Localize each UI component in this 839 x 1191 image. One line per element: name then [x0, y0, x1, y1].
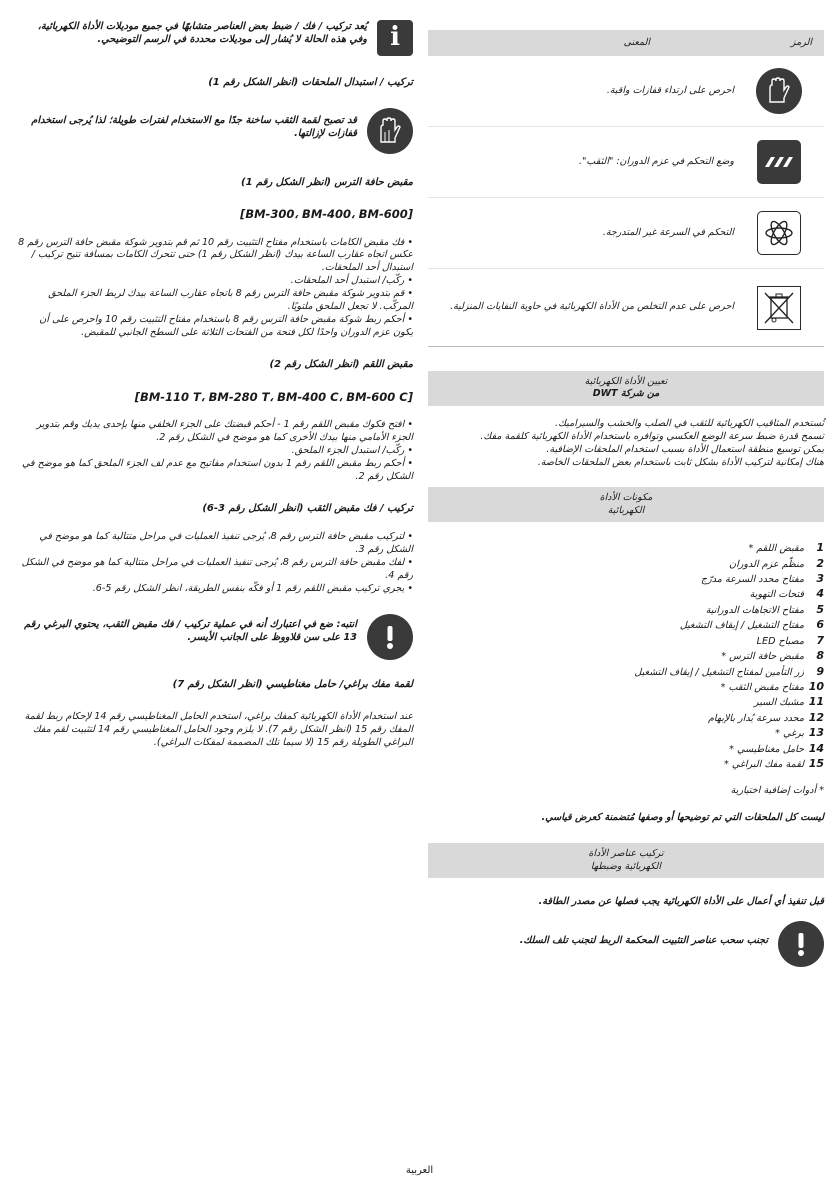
list-item: 14حامل مغناطيسي *	[729, 741, 824, 755]
list-item: 5مفتاح الاتجاهات الدورانية	[705, 602, 824, 616]
heading-screwdriver-bit: لقمة مفك براغي/ حامل مغناطيسي (انظر الشكل رقم 7)	[172, 678, 413, 690]
optional-note: * أدوات إضافية اختيارية	[730, 785, 824, 797]
cable-note: تجنب سحب عناصر التثبيت المحكمة الربط لتجنب تلف السلك.	[428, 921, 824, 967]
section-box-components: مكونات الأداة الكهربائية	[428, 487, 824, 522]
gloves-icon	[367, 108, 413, 154]
list-item: 1مقبض اللقم *	[748, 541, 824, 555]
list-item: 11مشبك السير	[753, 695, 824, 709]
list-item: • افتح فكوك مقبض اللقم رقم 1 - أحكم قبضتك على الجزء الخلفي منها بإحدى يديك وقم بتدوير الجزء الأمامي منها بيدك الأخرى كما هو موضح في الشكل رقم 2.	[36, 419, 413, 443]
heading-accessories: تركيب / استبدال الملحقات (انظر الشكل رقم 1)	[208, 77, 413, 88]
table-row	[428, 127, 824, 198]
exclamation-icon	[367, 614, 413, 660]
heading-mount-chuck: تركيب / فك مقبض الثقب (انظر الشكل رقم 3-6)	[202, 502, 413, 514]
heading-keyless-chuck: مقبض اللقم (انظر الشكل رقم 2)	[269, 359, 413, 371]
list-item: 8مقبض حافة الترس *	[721, 649, 824, 663]
symbol-meaning: احرص على عدم التخلص من الأداة الكهربائية في حاوية النفايات المنزلية.	[450, 301, 734, 313]
header-symbol: الرمز	[790, 36, 812, 48]
heading-gear-chuck: مقبض حافة الترس (انظر الشكل رقم 1)	[240, 176, 413, 188]
list-item: 12محدد سرعة يُدار بالإبهام	[707, 710, 824, 724]
info-icon: i	[377, 20, 413, 56]
purpose-text: تُستخدم المثاقيب الكهربائية للثقب في الصلب والخشب والسيراميك. تسمح قدرة ضبط سرعة الوضع العكسي وتوافره باستخدام الأداة الكهربائية كلقمة مفك. يمكن توسيع منطقة استعمال الأداة بسبب استخدام الملحقات الإضافية. هناك إمكانية لتركيب الأداة بشكل ثابت باستخدام بعض الملحقات الخاصة.	[480, 417, 824, 468]
exclamation-icon	[778, 921, 824, 967]
symbols-table	[428, 30, 824, 347]
section-box-purpose: تعيين الأداة الكهربائية من شركة DWT	[428, 371, 824, 406]
info-note: i يُعد تركيب / فك / ضبط بعض العناصر متشابهًا في جميع موديلات الأداة الكهربائية، وفي هذه الحالة لا يُشار إلى موديلات محددة في الرسم التوضيحي.	[18, 20, 413, 56]
keyless-chuck-steps	[18, 419, 413, 484]
attention-note: انتبه: ضع في اعتبارك أنه في عملية تركيب / فك مقبض الثقب، يحتوي البرغي رقم 13 على سن قلاووظ على الجانب الأيسر.	[18, 614, 413, 660]
list-item: 2منظّم عزم الدوران	[729, 556, 824, 570]
speed-control-icon	[757, 211, 801, 255]
symbol-meaning: احرص على ارتداء قفازات واقية.	[606, 84, 734, 96]
symbols-table-header	[428, 30, 824, 56]
header-meaning: المعنى	[623, 36, 650, 48]
screwdriver-bit-text: عند استخدام الأداة الكهربائية كمفك براغي، استخدم الحامل المغناطيسي رقم 14 لإحكام ربط لقمة المفك رقم 15 (انظر الشكل رقم 7). لا يلزم وجود الحامل المغناطيسي رقم 14 لتثبيت لقم مفك البراغي الطويلة رقم 15 (لا سيما تلك المصممة لمفكات البراغي).	[24, 711, 413, 749]
list-item: 7مصباح LED	[756, 633, 824, 647]
table-row	[428, 56, 824, 127]
list-item: • أحكم ربط مقبض اللقم رقم 1 بدون استخدام مفاتيح مع عدم لف الجزء الملحق كما هو موضح في الشكل رقم 2.	[21, 457, 413, 482]
list-item: • يجري تركيب مقبض اللقم رقم 1 أو فكّه بنفس الطريقة، انظر الشكل رقم 5-6.	[92, 582, 413, 594]
models-gear-chuck: [BM-300، BM-400، BM-600]	[240, 207, 413, 221]
symbol-meaning: التحكم في السرعة غير المتدرجة.	[602, 226, 734, 238]
list-item: • فك مقبض الكامات باستخدام مفتاح التثبيت رقم 10 ثم قم بتدوير شوكة مقبض حافة الترس رقم 8 عكس اتجاه عقارب الساعة بيدك (انظر الشكل رقم 1) حتى تتحرك الكامات بمسافة تتيح تركيب / استبدال أحد الملحقات.	[18, 236, 413, 274]
page-footer-language: العربية	[405, 1165, 434, 1176]
list-item: 3مفتاح محدد السرعة مدرّج	[700, 571, 824, 585]
left-column	[18, 18, 413, 750]
list-item: 15لقمة مفك البراغي *	[724, 757, 824, 771]
section-box-assembly: تركيب عناصر الأداة الكهربائية وضبطها	[428, 843, 824, 878]
table-row	[428, 198, 824, 269]
list-item: • لفك مقبض حافة الترس رقم 8، يُرجى تنفيذ العمليات في مراحل متتالية كما هو موضح في الشكل رقم 4.	[21, 557, 413, 582]
list-item: • لتركيب مقبض حافة الترس رقم 8، يُرجى تنفيذ العمليات في مراحل متتالية كما هو موضح في الشكل رقم 3.	[39, 531, 413, 556]
list-item: 9زر التأمين لمفتاح التشغيل / إيقاف التشغيل	[634, 664, 824, 678]
gear-chuck-steps	[18, 237, 413, 341]
not-all-included-note: ليست كل الملحقات التي تم توضيحها أو وصفها مُتضمنة كعرض قياسي.	[541, 812, 824, 824]
drill-mode-icon	[757, 140, 801, 184]
list-item: 13برغي *	[775, 726, 824, 740]
components-list	[428, 540, 824, 771]
list-item: • أحكم ربط شوكة مقبض حافة الترس رقم 8 باستخدام مفتاح التثبيت رقم 10 واحرص على أن يكون عزم الدوران واحدًا لكل فتحة من الفتحات الثلاثة على السطح الجانبي للمقبض.	[39, 314, 413, 339]
list-item: • ركّب/ استبدل الجزء الملحق.	[291, 444, 413, 456]
list-item: 4فتحات التهوية	[749, 587, 824, 601]
list-item: 10مفتاح مقبض الثقب *	[720, 679, 824, 693]
right-column	[428, 30, 824, 967]
list-item: 6مفتاح التشغيل / إيقاف التشغيل	[679, 618, 824, 632]
list-item: • ركّب/ استبدل أحد الملحقات.	[290, 275, 413, 287]
table-row	[428, 269, 824, 347]
weee-bin-icon	[757, 286, 801, 330]
mount-chuck-steps	[18, 531, 413, 596]
gloves-icon	[756, 68, 802, 114]
disconnect-note: قبل تنفيذ أي أعمال على الأداة الكهربائية يجب فصلها عن مصدر الطاقة.	[538, 896, 824, 908]
symbol-meaning: وضع التحكم في عزم الدوران: "الثقب".	[579, 155, 734, 167]
models-keyless-chuck: [BM-110 T، BM-280 T، BM-400 C، BM-600 C]	[134, 389, 413, 404]
list-item: • قم بتدوير شوكة مقبض حافة الترس رقم 8 باتجاه عقارب الساعة بيدك لربط الجزء الملحق المركّب. لا تجعل الملحق ملتويًا.	[48, 288, 413, 313]
gloves-note: قد تصبح لقمة الثقب ساخنة جدًا مع الاستخدام لفترات طويلة؛ لذا يُرجى استخدام قفازات لإزالتها.	[18, 108, 413, 154]
